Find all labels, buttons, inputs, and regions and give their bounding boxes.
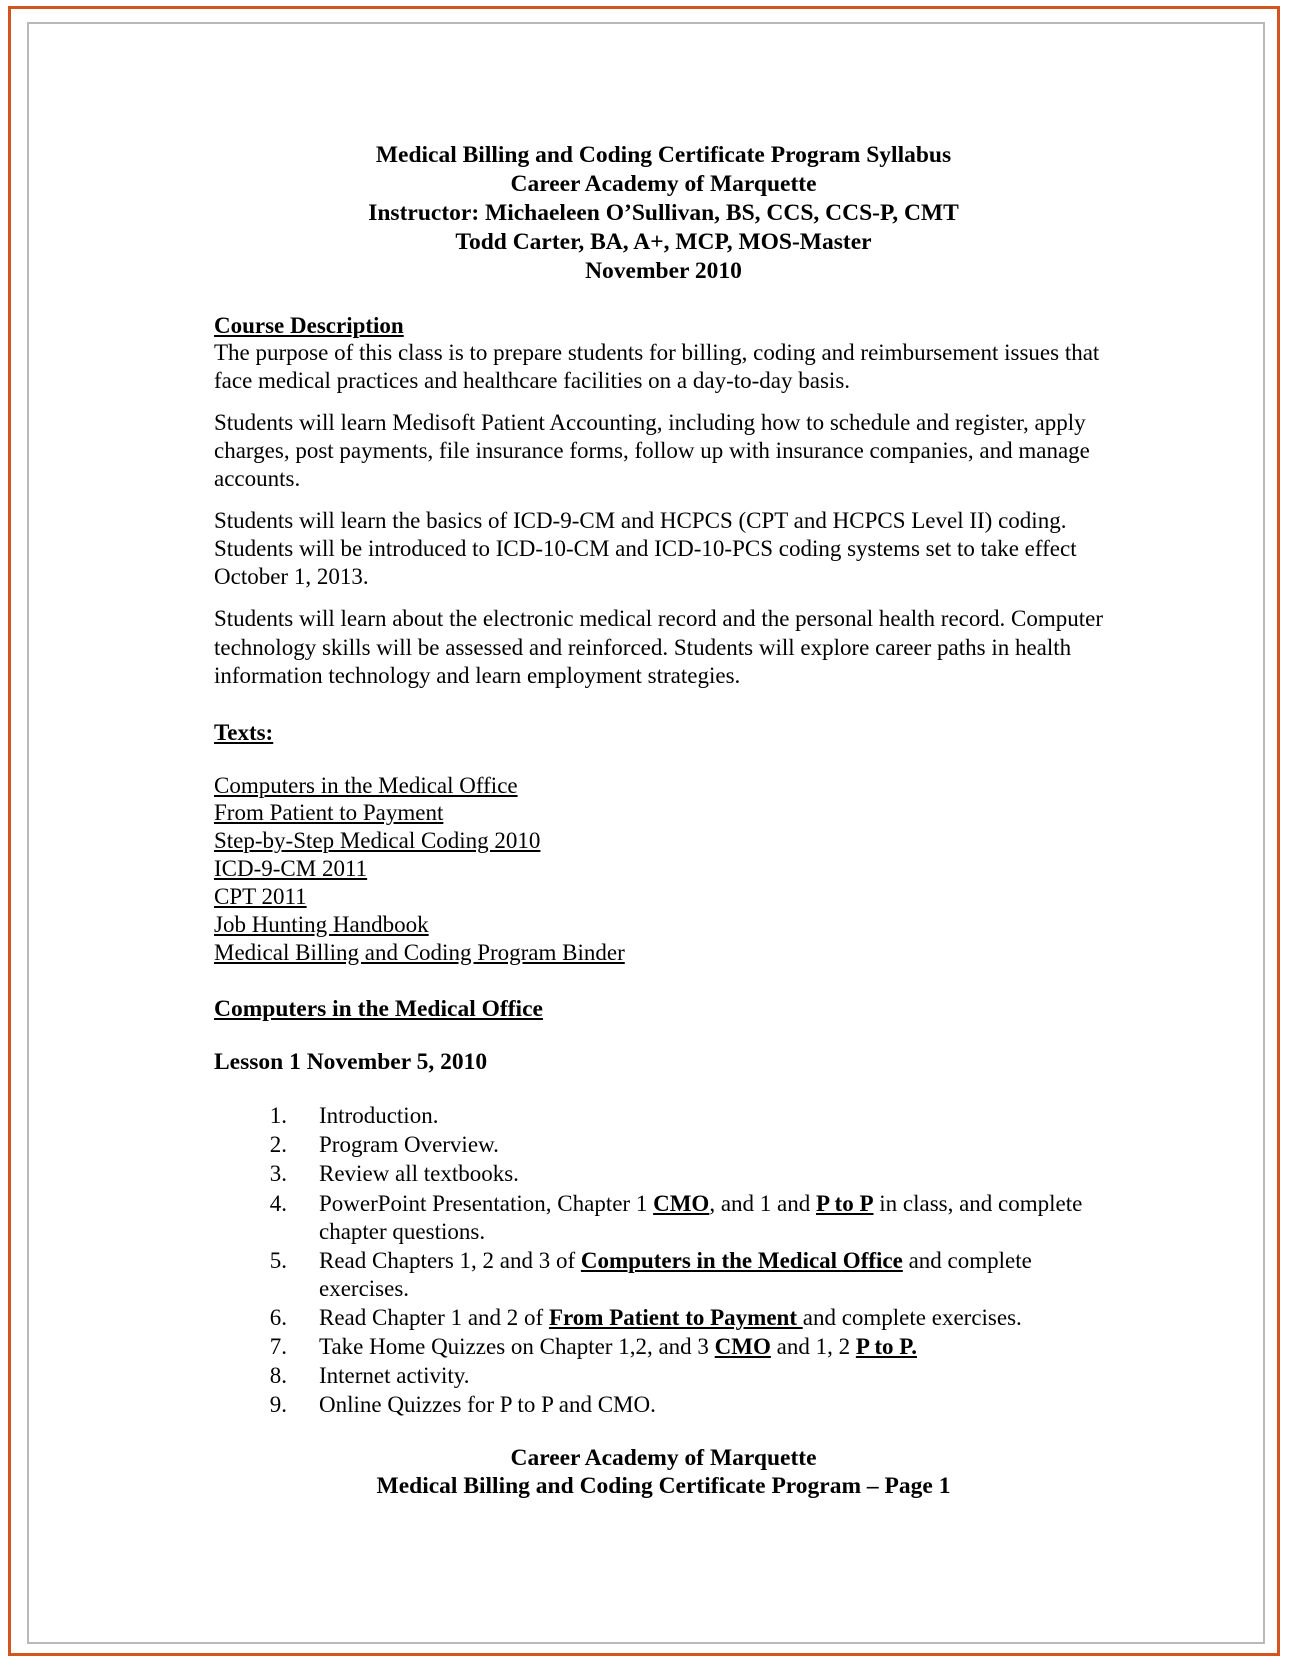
lesson-item-number: 7. (269, 1333, 287, 1359)
lesson-item (214, 1102, 1113, 1130)
footer-institution: Career Academy of Marquette (510, 1444, 817, 1471)
texts-list-item: Job Hunting Handbook (214, 911, 429, 937)
lesson-item-text (319, 1305, 1022, 1330)
texts-list-item: ICD-9-CM 2011 (214, 856, 368, 882)
lesson-item-fragment: Introduction. (319, 1103, 439, 1129)
lesson-item-fragment: Read Chapters 1, 2 and 3 of (319, 1247, 581, 1273)
lesson-item-fragment: and complete exercises. (319, 1247, 1032, 1301)
lesson-item (214, 1190, 1113, 1246)
lesson-item-fragment: Program Overview. (319, 1132, 499, 1158)
lesson-item-fragment: PowerPoint Presentation, Chapter 1 (319, 1190, 654, 1216)
lesson-item-text (319, 1248, 1032, 1301)
texts-heading: Texts: (214, 719, 274, 745)
lesson-item-number: 9. (269, 1391, 287, 1417)
lesson-item-text (319, 1334, 917, 1359)
lesson-item-fragment: and complete exercises. (802, 1304, 1022, 1330)
course-description-heading: Course Description (214, 313, 404, 339)
lesson-item-number: 4. (269, 1190, 287, 1216)
lesson-heading: Lesson 1 November 5, 2010 (214, 1049, 488, 1076)
lesson-item-fragment: Review all textbooks. (319, 1161, 519, 1187)
document-date: November 2010 (585, 258, 742, 285)
texts-list-item: Medical Billing and Coding Program Binder (214, 939, 625, 965)
lesson-item-text (319, 1392, 656, 1417)
instructor-line: Instructor: Michaeleen O’Sullivan, BS, CCS, CCS-P, CMT (368, 200, 959, 227)
footer-program-page: Medical Billing and Coding Certificate Program – Page 1 (376, 1472, 951, 1499)
texts-list-item: Step-by-Step Medical Coding 2010 (214, 828, 541, 854)
lesson-item (214, 1304, 1113, 1332)
lesson-item-fragment: Internet activity. (319, 1362, 470, 1388)
lesson-item-number: 8. (269, 1362, 287, 1388)
course-description-paragraph-4: Students will learn about the electronic medical record and the personal health record. Computer technology skills will be assessed and reinforced. Students will explore career paths in health information technology and learn employment strategies. (214, 606, 1104, 688)
lesson-item-number: 3. (269, 1161, 287, 1187)
lesson-item-fragment: , and 1 and (709, 1190, 816, 1216)
lesson-item-fragment: From Patient to Payment (548, 1304, 803, 1330)
lesson-item-text (319, 1132, 499, 1157)
page-border-inner (27, 22, 1265, 1644)
lesson-item-fragment: Online Quizzes for P to P and CMO. (319, 1391, 656, 1417)
course-description-paragraph-1: The purpose of this class is to prepare students for billing, coding and reimbursement issues that face medical practices and healthcare facilities on a day-to-day basis. (214, 340, 1100, 394)
lesson-item-number: 1. (269, 1103, 287, 1129)
lesson-item-fragment: Computers in the Medical Office (580, 1247, 903, 1273)
lesson-item-number: 2. (269, 1132, 287, 1158)
lesson-item-fragment: P to P (816, 1190, 874, 1216)
instructor-line-secondary: Todd Carter, BA, A+, MCP, MOS-Master (455, 229, 872, 256)
texts-list-item: Computers in the Medical Office (214, 772, 518, 798)
lesson-item-fragment: P to P. (855, 1333, 917, 1359)
document-title: Medical Billing and Coding Certificate Program Syllabus (375, 142, 952, 168)
lesson-item-text (319, 1103, 438, 1128)
page-border-outer (8, 6, 1280, 1656)
lesson-item-fragment: CMO (714, 1333, 771, 1359)
unit-heading: Computers in the Medical Office (214, 996, 543, 1023)
course-description-paragraph-2: Students will learn Medisoft Patient Accounting, including how to schedule and register, apply charges, post payments, file insurance forms, follow up with insurance companies, and manage accounts. (214, 410, 1090, 492)
course-description-paragraph-3: Students will learn the basics of ICD-9-CM and HCPCS (CPT and HCPCS Level II) coding. Students will be introduced to ICD-10-CM and ICD-10-PCS coding systems set to take effect October 1, 2013. (214, 508, 1077, 590)
lesson-item-number: 6. (269, 1304, 287, 1330)
lesson-item-fragment: Take Home Quizzes on Chapter 1,2, and 3 (319, 1333, 715, 1359)
lesson-item (214, 1160, 1113, 1188)
institution-name: Career Academy of Marquette (510, 171, 817, 198)
texts-list (214, 772, 1113, 967)
lesson-item (214, 1247, 1113, 1303)
lesson-item-fragment: Read Chapter 1 and 2 of (319, 1304, 549, 1330)
lesson-item-fragment: and 1, 2 (770, 1333, 856, 1359)
lesson-item-text (319, 1161, 519, 1186)
document-body (29, 24, 1263, 1642)
page-footer (214, 1445, 1113, 1500)
texts-list-item: CPT 2011 (214, 883, 307, 909)
lesson-item (214, 1131, 1113, 1159)
lesson-item-number: 5. (269, 1247, 287, 1273)
lesson-item-list (214, 1102, 1113, 1419)
texts-list-item: From Patient to Payment (214, 800, 444, 826)
lesson-item-fragment: CMO (653, 1190, 710, 1216)
document-title-block (214, 142, 1113, 285)
lesson-item-text (319, 1191, 1082, 1244)
lesson-item-text (319, 1363, 470, 1388)
lesson-item (214, 1333, 1113, 1361)
lesson-item (214, 1391, 1113, 1419)
lesson-item-fragment: in class, and complete chapter questions. (319, 1190, 1083, 1244)
lesson-item (214, 1362, 1113, 1390)
